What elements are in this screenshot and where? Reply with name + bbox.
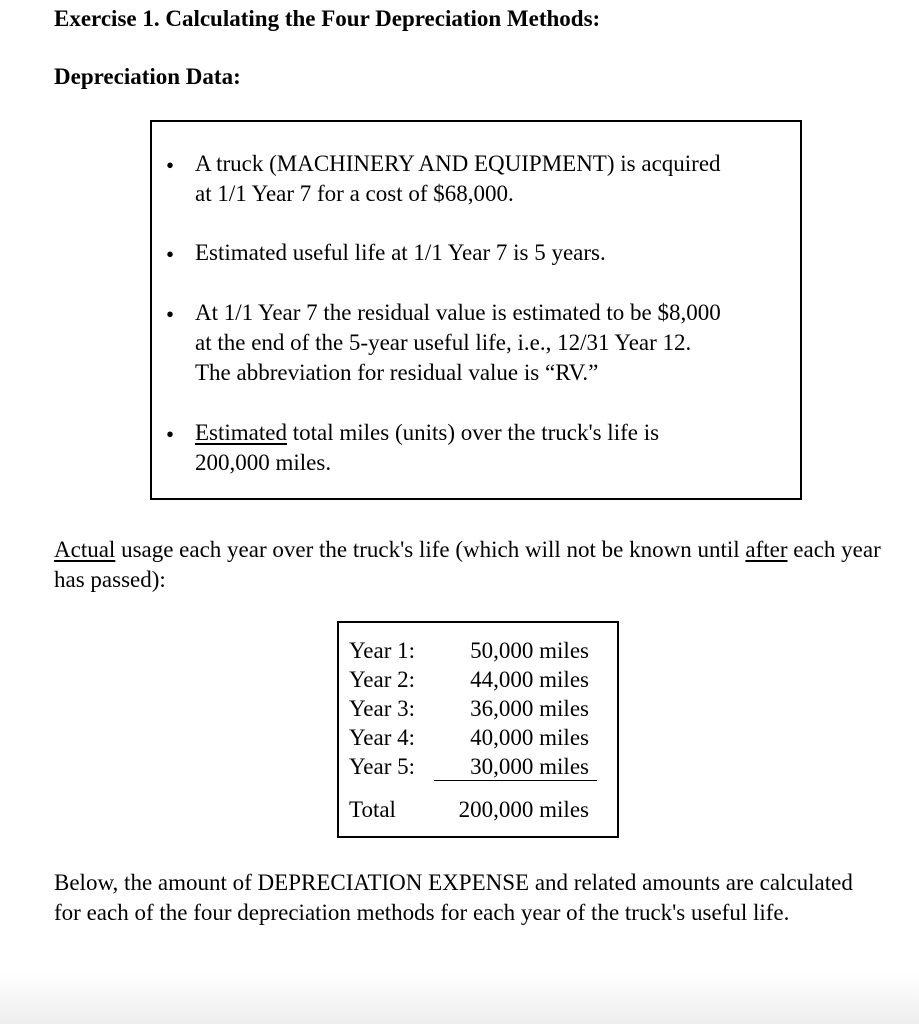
bullet-text	[195, 298, 795, 388]
miles-row	[339, 723, 617, 752]
bullet-line: 200,000 miles.	[195, 450, 332, 475]
bullet-text	[195, 238, 795, 268]
page-title: Exercise 1. Calculating the Four Depreciation Methods:	[54, 6, 601, 31]
miles-value: 30,000 miles	[470, 754, 589, 779]
miles-value: 44,000 miles	[470, 667, 589, 692]
annual-miles-table	[337, 621, 619, 838]
miles-row	[339, 694, 617, 723]
bullet-line: at the end of the 5-year useful life, i.e., 12/31 Year 12.	[195, 330, 692, 355]
miles-value: 40,000 miles	[470, 725, 589, 750]
year-label: Year 2:	[349, 667, 416, 692]
miles-row	[339, 665, 617, 694]
bullet-line: total miles (units) over the truck's life is	[286, 420, 660, 445]
bullet-icon: •	[165, 242, 175, 267]
paragraph-text: each year has passed):	[54, 537, 881, 592]
bullet-line: The abbreviation for residual value is “RV.”	[195, 360, 599, 385]
bullet-item-total-miles	[152, 418, 792, 478]
bullet-line: At 1/1 Year 7 the residual value is estimated to be $8,000	[195, 300, 721, 325]
sum-underline	[434, 780, 597, 781]
bullet-icon: •	[165, 302, 175, 327]
actual-usage-paragraph	[54, 535, 884, 595]
bullet-icon: •	[165, 153, 175, 178]
bullet-item-acquisition	[152, 149, 792, 209]
miles-row	[339, 752, 617, 781]
miles-value: 50,000 miles	[470, 638, 589, 663]
bullet-item-residual-value	[152, 298, 792, 388]
year-label: Year 1:	[349, 638, 416, 663]
year-label: Year 4:	[349, 725, 416, 750]
depreciation-data-box	[150, 120, 802, 500]
paragraph-text: usage each year over the truck's life (which will not be known until	[115, 537, 746, 562]
total-label: Total	[349, 797, 396, 822]
underlined-word-after: after	[745, 537, 788, 562]
bullet-line: A truck (MACHINERY AND EQUIPMENT) is acquired	[195, 151, 721, 176]
bullet-icon: •	[165, 422, 175, 447]
total-row	[339, 795, 617, 824]
section-heading-depreciation-data: Depreciation Data:	[54, 64, 241, 89]
miles-value: 36,000 miles	[470, 696, 589, 721]
bullet-line: Estimated useful life at 1/1 Year 7 is 5 years.	[195, 240, 606, 265]
underlined-word-actual: Actual	[54, 537, 116, 562]
bullet-text	[195, 418, 795, 478]
miles-row	[339, 636, 617, 665]
bullet-line: at 1/1 Year 7 for a cost of $68,000.	[195, 181, 514, 206]
year-label: Year 5:	[349, 754, 416, 779]
bullet-text	[195, 149, 795, 209]
bottom-fade	[0, 972, 919, 1024]
underlined-word-estimated: Estimated	[195, 420, 287, 445]
total-miles-value: 200,000 miles	[458, 797, 589, 822]
closing-paragraph: Below, the amount of DEPRECIATION EXPENSE and related amounts are calculated for each of the four depreciation methods for each year of the truck's useful life.	[54, 870, 853, 925]
bullet-item-useful-life	[152, 238, 792, 268]
year-label: Year 3:	[349, 696, 416, 721]
